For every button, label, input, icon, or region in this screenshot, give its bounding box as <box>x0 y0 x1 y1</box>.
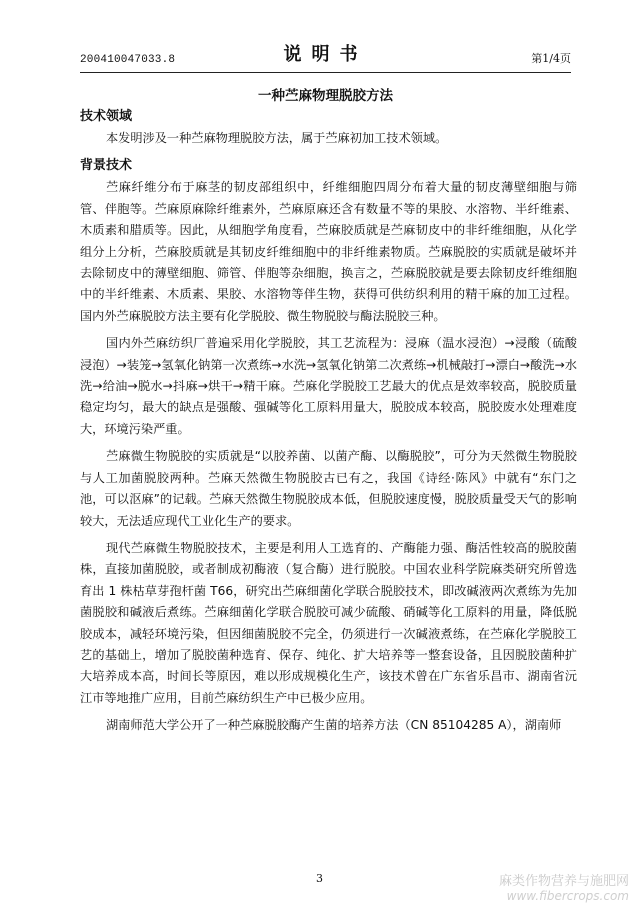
paragraph: 苎麻纤维分布于麻茎的韧皮部组织中，纤维细胞四周分布着大量的韧皮薄壁细胞与筛管、伴胞等。苎麻原麻除纤维素外，苎麻原麻还含有数量不等的果胶、水溶物、半纤维素、木质素和腊质等。因此，从细胞学角度看，苎麻胶质就是苎麻韧皮中的非纤维细胞，从化学组分上分析，苎麻胶质就是其韧皮纤维细胞中的非纤维素物质。苎麻脱胶的实质就是破坏并去除韧皮中的薄壁细胞、筛管、伴胞等杂细胞，换言之，苎麻脱胶就是要去除韧皮纤维细胞中的半纤维素、木质素、果胶、水溶物等伴生物，获得可供纺织利用的精干麻的加工过程。国内外苎麻脱胶方法主要有化学脱胶、微生物脱胶与酶法脱胶三种。 <box>80 180 577 323</box>
header-rule <box>80 72 571 73</box>
watermark <box>499 874 629 904</box>
document-body <box>80 106 577 737</box>
application-number: 200410047033.8 <box>80 54 176 66</box>
paragraph: 苎麻微生物脱胶的实质就是“以胶养菌、以菌产酶、以酶脱胶”，可分为天然微生物脱胶与人工加菌脱胶两种。苎麻天然微生物脱胶古已有之，我国《诗经·陈风》中就有“东门之池，可以沤麻”的记载。苎麻天然微生物脱胶成本低，但脱胶速度慢，脱胶质量受天气的影响较大，无法适应现代工业化生产的要求。 <box>80 449 577 528</box>
section-heading-technical-field: 技术领域 <box>80 109 133 124</box>
paragraph: 现代苎麻微生物脱胶技术，主要是利用人工选育的、产酶能力强、酶活性较高的脱胶菌株，直接加菌脱胶，或者制成初酶液（复合酶）进行脱胶。中国农业科学院麻类研究所曾选育出 1 株枯草芽孢杆菌 T66，研究出苎麻细菌化学联合脱胶技术，即改碱液两次煮练为先加菌脱胶和碱液后煮练。苎麻细菌化学联合脱胶可减少硫酸、硝碱等化工原料的用量，降低脱胶成本，减轻环境污染，但因细菌脱胶不完全，仍须进行一次碱液煮练，在苎麻化学脱胶工艺的基础上，增加了脱胶菌种选育、保存、纯化、扩大培养等一整套设备，且因脱胶菌种扩大培养成本高，时间长等原因，难以形成规模化生产，该技术曾在广东省乐昌市、湖南省沅江市等地推广应用，目前苎麻纺织生产中已极少应用。 <box>80 540 577 705</box>
section-heading-background: 背景技术 <box>80 158 133 174</box>
watermark-site-name: 麻类作物营养与施肥网 <box>498 874 629 889</box>
page-number: 3 <box>316 872 323 885</box>
paragraph: 国内外苎麻纺织厂普遍采用化学脱胶，其工艺流程为：浸麻（温水浸泡）→浸酸（硫酸浸泡）→装笼→氢氧化钠第一次煮练→水洗→氢氧化钠第二次煮练→机械敲打→漂白→酸洗→水洗→给油→脱水→抖麻→烘干→精干麻。苎麻化学脱胶工艺最大的优点是效率较高，脱胶质量稳定均匀，最大的缺点是强酸、强碱等化工原料用量大，脱胶成本较高，脱胶废水处理难度大，环境污染严重。 <box>80 336 577 436</box>
watermark-url: www.fibercrops.com <box>506 889 629 903</box>
paragraph: 本发明涉及一种苎麻物理脱胶方法，属于苎麻初加工技术领域。 <box>106 131 448 145</box>
page-header <box>80 42 571 66</box>
invention-title: 一种苎麻物理脱胶方法 <box>258 88 393 104</box>
page-index: 第1/4页 <box>531 52 571 65</box>
document-type-title: 说明书 <box>283 44 368 65</box>
paragraph: 湖南师范大学公开了一种苎麻脱胶酶产生菌的培养方法（CN 85104285 A），湖南师 <box>106 718 562 733</box>
